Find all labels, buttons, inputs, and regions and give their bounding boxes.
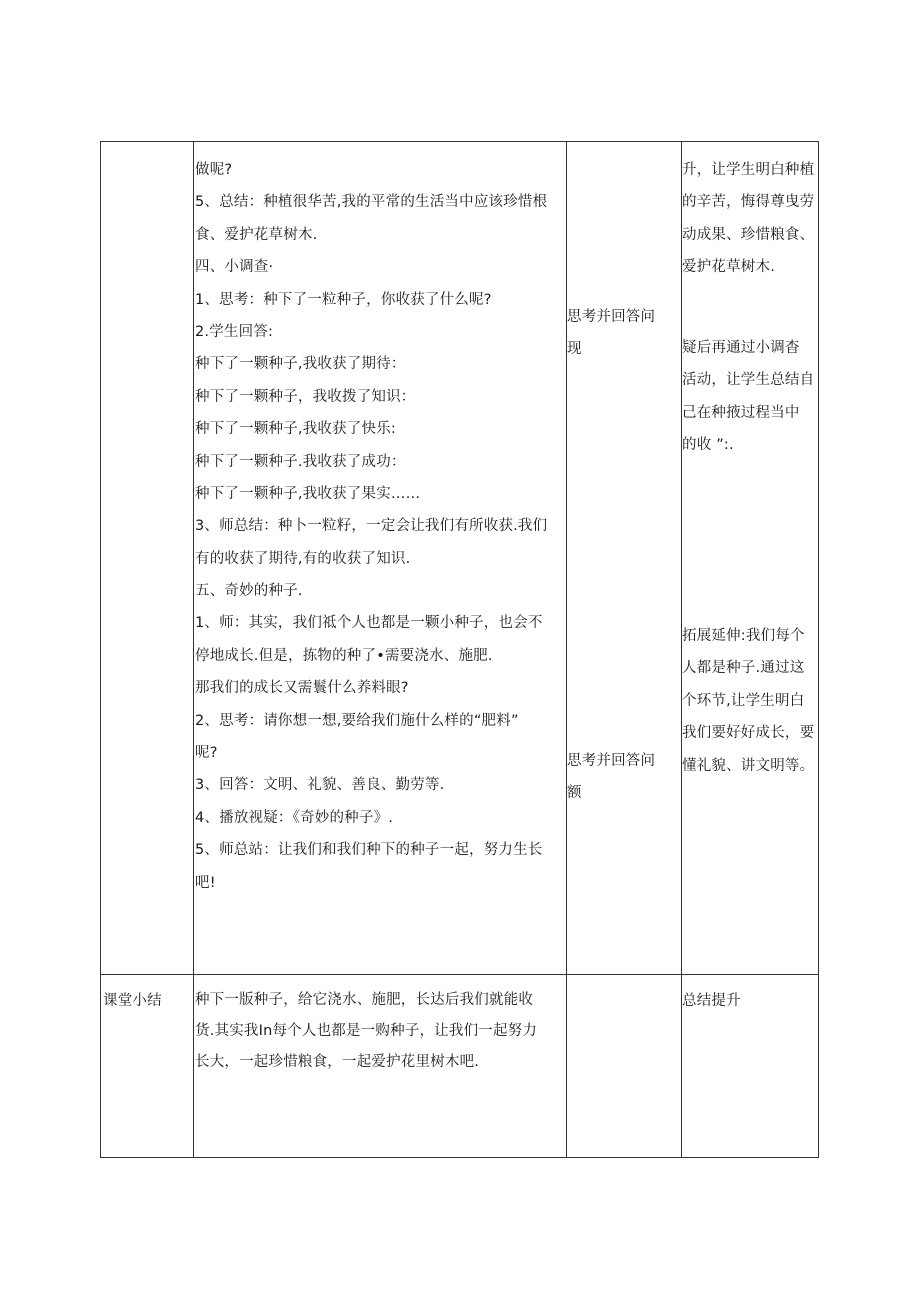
text-line: 5、师总站：让我们和我们种下的种子一起，努力生长 [195, 842, 543, 859]
text-line: 己在种掖过程当中 [682, 404, 800, 421]
text-line: 食、爱护花草树木. [195, 226, 318, 243]
text-line: 1、思考：种下了一粒种子，你收获了什么呢? [195, 291, 492, 308]
column-divider [193, 142, 194, 1157]
text-line: 5、总结：种植很华苦,我的平常的生活当中应该珍惜根 [195, 194, 548, 211]
text-line: 爱护花草树木. [682, 259, 776, 276]
text-line: 现 [567, 341, 582, 358]
text-line: 呢? [195, 745, 218, 762]
student-activity-cell [567, 745, 680, 810]
text-line: 思考并回答问 [567, 309, 656, 325]
section-label: 课堂小结 [103, 993, 162, 1009]
text-line: 1、师：其实，我们祗个人也都是一颗小种子，也会不 [195, 615, 543, 632]
text-line: 2.学生回答: [195, 323, 274, 340]
text-line: 额 [567, 785, 582, 802]
text-line: 4、播放视疑：《奇妙的种子》. [195, 809, 394, 826]
text-line: 种下了一颗种子.我收获了成功： [195, 453, 406, 470]
text-line: 做呢? [195, 162, 233, 178]
teaching-process-cell [195, 154, 565, 974]
design-intent-cell [682, 332, 819, 462]
text-line: 思考并回答问 [567, 753, 656, 769]
design-intent-cell [682, 154, 819, 284]
text-line: 升，让学生明白种植 [682, 162, 815, 178]
text-line: 活动，让学生总结自 [682, 372, 815, 389]
text-line: 停地成长.但是，拣物的种了•需要浇水、施肥. [195, 647, 493, 664]
student-activity-cell [567, 301, 680, 366]
design-intent-cell [682, 620, 819, 782]
text-line: 种下了一颗种子,我收获了果实…… [195, 485, 421, 502]
text-line: 的收 ”:. [682, 437, 734, 454]
text-line: 2、思考：请你想一想,要给我们施什么样的“肥料” [195, 712, 519, 729]
text-line: 有的收获了期待,有的收获了知识. [195, 550, 411, 567]
text-line: 人都是种子.通过这 [682, 660, 805, 677]
text-line: 种下了一颗种子,我收获了期待： [195, 356, 406, 373]
text-line: 的辛苦，悔得尊曳劳 [682, 194, 815, 211]
text-line: 拓展延伸:我们每个 [682, 628, 805, 644]
text-line: 那我们的成长又需鬟什么养料眼? [195, 680, 409, 697]
column-divider [566, 142, 567, 1157]
text-line: 长大，一起珍惜粮食，一起爱护花里树木吧. [195, 1054, 480, 1070]
text-line: 种下了一颗种子，我收拨了知识： [195, 388, 416, 405]
summary-intent-cell [682, 985, 819, 1017]
text-line: 种下一版种子，给它浇水、施肥，长达后我们就能收 [195, 992, 534, 1008]
summary-content-cell [195, 985, 565, 1078]
section-label-cell [103, 985, 191, 1017]
text-line: 动成果、珍惜粮食、 [682, 226, 815, 243]
text-line: 3、回答：文明、礼貌、善良、勤劳等. [195, 777, 445, 794]
text-line: 四、小调查· [195, 259, 274, 276]
text-line: 五、奇妙的种子. [195, 583, 303, 600]
text-line: 种下了一颗种子,我收获了快乐: [195, 421, 396, 438]
text-line: 3、师总结：种卜一粒籽，一定会让我们有所收获.我们 [195, 518, 548, 535]
summary-intent: 总结提升 [682, 993, 741, 1009]
text-line: 吧! [195, 874, 216, 891]
text-line: 货.其实我In每个人也都是一购种子，让我们一起努力 [195, 1023, 538, 1039]
text-line: 个环节,让学生明白 [682, 692, 805, 709]
text-line: 懂礼貌、讲文明等。 [682, 757, 815, 774]
lesson-plan-table [100, 141, 819, 1158]
row-divider [101, 974, 818, 975]
text-line: 我们要好好成长，要 [682, 725, 815, 742]
text-line: 疑后再通过小调杳 [682, 340, 800, 356]
